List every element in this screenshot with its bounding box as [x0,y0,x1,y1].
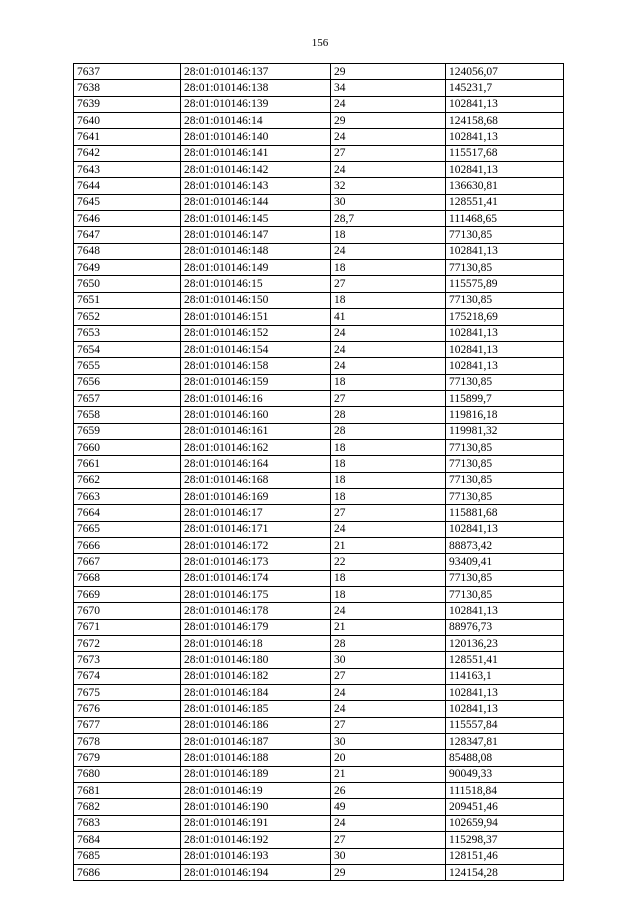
table-row [74,325,564,341]
area-cell: 22 [331,554,446,570]
table-row [74,113,564,129]
table-row [74,80,564,96]
cadastral-value-cell: 136630,81 [446,178,564,194]
table-row [74,162,564,178]
area-cell: 24 [331,701,446,717]
table-row [74,554,564,570]
area-cell: 18 [331,292,446,308]
area-cell: 30 [331,652,446,668]
cadastral-value-cell: 209451,46 [446,799,564,815]
row-number-cell: 7683 [74,815,181,831]
row-number-cell: 7643 [74,162,181,178]
table-row [74,636,564,652]
cadastral-value-cell: 124056,07 [446,64,564,80]
row-number-cell: 7654 [74,341,181,357]
cadastral-value-cell: 128151,46 [446,848,564,864]
cadastral-value-cell: 175218,69 [446,309,564,325]
cadastral-number-cell: 28:01:010146:148 [181,243,331,259]
table-row [74,652,564,668]
cadastral-value-cell: 115899,7 [446,390,564,406]
cadastral-number-cell: 28:01:010146:184 [181,685,331,701]
cadastral-number-cell: 28:01:010146:169 [181,488,331,504]
row-number-cell: 7671 [74,619,181,635]
cadastral-value-cell: 119816,18 [446,407,564,423]
cadastral-number-cell: 28:01:010146:189 [181,766,331,782]
area-cell: 18 [331,456,446,472]
area-cell: 20 [331,750,446,766]
table-row [74,783,564,799]
table-row [74,145,564,161]
row-number-cell: 7667 [74,554,181,570]
cadastral-number-cell: 28:01:010146:16 [181,390,331,406]
area-cell: 41 [331,309,446,325]
area-cell: 24 [331,358,446,374]
cadastral-number-cell: 28:01:010146:172 [181,537,331,553]
cadastral-value-cell: 77130,85 [446,472,564,488]
cadastral-value-cell: 90049,33 [446,766,564,782]
table-row [74,456,564,472]
table-row [74,194,564,210]
cadastral-number-cell: 28:01:010146:192 [181,832,331,848]
area-cell: 24 [331,162,446,178]
table-row [74,619,564,635]
cadastral-value-cell: 102841,13 [446,685,564,701]
cadastral-number-cell: 28:01:010146:150 [181,292,331,308]
table-row [74,521,564,537]
cadastral-number-cell: 28:01:010146:140 [181,129,331,145]
table-row [74,832,564,848]
area-cell: 27 [331,390,446,406]
row-number-cell: 7675 [74,685,181,701]
cadastral-value-cell: 77130,85 [446,374,564,390]
table-row [74,734,564,750]
row-number-cell: 7662 [74,472,181,488]
cadastral-number-cell: 28:01:010146:161 [181,423,331,439]
cadastral-value-cell: 102841,13 [446,341,564,357]
area-cell: 49 [331,799,446,815]
cadastral-number-cell: 28:01:010146:191 [181,815,331,831]
row-number-cell: 7638 [74,80,181,96]
table-row [74,129,564,145]
cadastral-value-cell: 77130,85 [446,587,564,603]
cadastral-value-cell: 102841,13 [446,603,564,619]
cadastral-value-cell: 77130,85 [446,292,564,308]
row-number-cell: 7653 [74,325,181,341]
cadastral-value-cell: 102659,94 [446,815,564,831]
area-cell: 34 [331,80,446,96]
row-number-cell: 7658 [74,407,181,423]
cadastral-number-cell: 28:01:010146:185 [181,701,331,717]
table-row [74,799,564,815]
area-cell: 24 [331,341,446,357]
cadastral-number-cell: 28:01:010146:138 [181,80,331,96]
row-number-cell: 7651 [74,292,181,308]
cadastral-number-cell: 28:01:010146:171 [181,521,331,537]
row-number-cell: 7668 [74,570,181,586]
cadastral-number-cell: 28:01:010146:141 [181,145,331,161]
table-body [74,64,564,881]
table-row [74,227,564,243]
cadastral-value-cell: 114163,1 [446,668,564,684]
row-number-cell: 7664 [74,505,181,521]
cadastral-value-cell: 124154,28 [446,864,564,880]
row-number-cell: 7677 [74,717,181,733]
cadastral-number-cell: 28:01:010146:137 [181,64,331,80]
area-cell: 27 [331,505,446,521]
area-cell: 18 [331,227,446,243]
cadastral-number-cell: 28:01:010146:175 [181,587,331,603]
row-number-cell: 7666 [74,537,181,553]
area-cell: 30 [331,734,446,750]
row-number-cell: 7661 [74,456,181,472]
table-row [74,178,564,194]
area-cell: 18 [331,570,446,586]
cadastral-value-cell: 124158,68 [446,113,564,129]
area-cell: 24 [331,603,446,619]
cadastral-number-cell: 28:01:010146:158 [181,358,331,374]
table-row [74,603,564,619]
cadastral-value-cell: 115881,68 [446,505,564,521]
table-row [74,685,564,701]
cadastral-number-cell: 28:01:010146:168 [181,472,331,488]
cadastral-number-cell: 28:01:010146:147 [181,227,331,243]
area-cell: 29 [331,864,446,880]
row-number-cell: 7660 [74,439,181,455]
cadastral-number-cell: 28:01:010146:152 [181,325,331,341]
cadastral-value-cell: 77130,85 [446,570,564,586]
row-number-cell: 7648 [74,243,181,259]
table-row [74,96,564,112]
cadastral-number-cell: 28:01:010146:19 [181,783,331,799]
area-cell: 29 [331,64,446,80]
cadastral-number-cell: 28:01:010146:154 [181,341,331,357]
cadastral-value-cell: 115517,68 [446,145,564,161]
area-cell: 30 [331,848,446,864]
cadastral-number-cell: 28:01:010146:14 [181,113,331,129]
cadastral-number-cell: 28:01:010146:194 [181,864,331,880]
area-cell: 18 [331,260,446,276]
cadastral-value-cell: 128551,41 [446,652,564,668]
area-cell: 30 [331,194,446,210]
cadastral-value-cell: 115575,89 [446,276,564,292]
table-row [74,423,564,439]
cadastral-number-cell: 28:01:010146:160 [181,407,331,423]
row-number-cell: 7679 [74,750,181,766]
cadastral-value-table [73,63,564,881]
cadastral-number-cell: 28:01:010146:17 [181,505,331,521]
row-number-cell: 7641 [74,129,181,145]
cadastral-value-cell: 77130,85 [446,227,564,243]
table-row [74,537,564,553]
area-cell: 18 [331,488,446,504]
area-cell: 27 [331,717,446,733]
cadastral-number-cell: 28:01:010146:159 [181,374,331,390]
cadastral-number-cell: 28:01:010146:178 [181,603,331,619]
cadastral-value-cell: 102841,13 [446,129,564,145]
row-number-cell: 7649 [74,260,181,276]
cadastral-value-cell: 102841,13 [446,325,564,341]
row-number-cell: 7685 [74,848,181,864]
cadastral-value-cell: 102841,13 [446,521,564,537]
cadastral-number-cell: 28:01:010146:180 [181,652,331,668]
row-number-cell: 7657 [74,390,181,406]
area-cell: 27 [331,145,446,161]
table-row [74,390,564,406]
row-number-cell: 7655 [74,358,181,374]
area-cell: 24 [331,96,446,112]
area-cell: 18 [331,587,446,603]
table-row [74,717,564,733]
area-cell: 28,7 [331,211,446,227]
table-row [74,750,564,766]
cadastral-value-cell: 119981,32 [446,423,564,439]
cadastral-number-cell: 28:01:010146:139 [181,96,331,112]
table-row [74,587,564,603]
cadastral-value-cell: 88976,73 [446,619,564,635]
area-cell: 27 [331,668,446,684]
cadastral-value-cell: 102841,13 [446,701,564,717]
area-cell: 21 [331,766,446,782]
cadastral-number-cell: 28:01:010146:162 [181,439,331,455]
row-number-cell: 7680 [74,766,181,782]
area-cell: 18 [331,472,446,488]
table-row [74,668,564,684]
page-number: 156 [311,37,329,49]
cadastral-number-cell: 28:01:010146:173 [181,554,331,570]
row-number-cell: 7644 [74,178,181,194]
table-row [74,570,564,586]
table-row [74,276,564,292]
cadastral-value-cell: 111468,65 [446,211,564,227]
row-number-cell: 7684 [74,832,181,848]
cadastral-number-cell: 28:01:010146:15 [181,276,331,292]
row-number-cell: 7640 [74,113,181,129]
table-row [74,309,564,325]
area-cell: 18 [331,374,446,390]
row-number-cell: 7642 [74,145,181,161]
cadastral-value-cell: 77130,85 [446,260,564,276]
row-number-cell: 7670 [74,603,181,619]
cadastral-number-cell: 28:01:010146:144 [181,194,331,210]
cadastral-value-cell: 115298,37 [446,832,564,848]
table-row [74,374,564,390]
cadastral-number-cell: 28:01:010146:188 [181,750,331,766]
area-cell: 24 [331,685,446,701]
row-number-cell: 7650 [74,276,181,292]
table-row [74,439,564,455]
table-row [74,358,564,374]
cadastral-value-cell: 102841,13 [446,243,564,259]
area-cell: 24 [331,815,446,831]
cadastral-number-cell: 28:01:010146:182 [181,668,331,684]
area-cell: 24 [331,129,446,145]
row-number-cell: 7686 [74,864,181,880]
area-cell: 18 [331,439,446,455]
cadastral-value-cell: 145231,7 [446,80,564,96]
cadastral-value-cell: 85488,08 [446,750,564,766]
area-cell: 27 [331,276,446,292]
cadastral-value-cell: 128551,41 [446,194,564,210]
table-row [74,766,564,782]
table-row [74,472,564,488]
area-cell: 21 [331,537,446,553]
cadastral-number-cell: 28:01:010146:187 [181,734,331,750]
area-cell: 29 [331,113,446,129]
area-cell: 26 [331,783,446,799]
table-row [74,211,564,227]
row-number-cell: 7672 [74,636,181,652]
table-row [74,260,564,276]
cadastral-value-cell: 77130,85 [446,488,564,504]
cadastral-value-cell: 88873,42 [446,537,564,553]
cadastral-number-cell: 28:01:010146:179 [181,619,331,635]
row-number-cell: 7678 [74,734,181,750]
table-row [74,488,564,504]
table-row [74,815,564,831]
cadastral-number-cell: 28:01:010146:174 [181,570,331,586]
row-number-cell: 7676 [74,701,181,717]
row-number-cell: 7647 [74,227,181,243]
table-row [74,848,564,864]
cadastral-number-cell: 28:01:010146:143 [181,178,331,194]
cadastral-number-cell: 28:01:010146:149 [181,260,331,276]
area-cell: 32 [331,178,446,194]
row-number-cell: 7645 [74,194,181,210]
area-cell: 28 [331,636,446,652]
area-cell: 21 [331,619,446,635]
cadastral-number-cell: 28:01:010146:145 [181,211,331,227]
cadastral-value-cell: 102841,13 [446,96,564,112]
cadastral-value-cell: 77130,85 [446,456,564,472]
cadastral-number-cell: 28:01:010146:164 [181,456,331,472]
table-row [74,292,564,308]
cadastral-value-cell: 128347,81 [446,734,564,750]
area-cell: 24 [331,325,446,341]
table-row [74,407,564,423]
table-row [74,64,564,80]
cadastral-number-cell: 28:01:010146:18 [181,636,331,652]
row-number-cell: 7646 [74,211,181,227]
row-number-cell: 7682 [74,799,181,815]
row-number-cell: 7665 [74,521,181,537]
cadastral-value-cell: 77130,85 [446,439,564,455]
row-number-cell: 7656 [74,374,181,390]
area-cell: 28 [331,423,446,439]
cadastral-number-cell: 28:01:010146:186 [181,717,331,733]
row-number-cell: 7659 [74,423,181,439]
table-row [74,243,564,259]
cadastral-value-cell: 120136,23 [446,636,564,652]
cadastral-value-cell: 102841,13 [446,162,564,178]
row-number-cell: 7674 [74,668,181,684]
row-number-cell: 7663 [74,488,181,504]
cadastral-number-cell: 28:01:010146:142 [181,162,331,178]
row-number-cell: 7669 [74,587,181,603]
table-row [74,701,564,717]
cadastral-number-cell: 28:01:010146:151 [181,309,331,325]
cadastral-value-cell: 93409,41 [446,554,564,570]
cadastral-value-cell: 115557,84 [446,717,564,733]
row-number-cell: 7681 [74,783,181,799]
cadastral-value-cell: 111518,84 [446,783,564,799]
table-row [74,864,564,880]
table-row [74,505,564,521]
row-number-cell: 7637 [74,64,181,80]
row-number-cell: 7673 [74,652,181,668]
table-row [74,341,564,357]
area-cell: 24 [331,243,446,259]
cadastral-number-cell: 28:01:010146:190 [181,799,331,815]
row-number-cell: 7639 [74,96,181,112]
row-number-cell: 7652 [74,309,181,325]
cadastral-value-cell: 102841,13 [446,358,564,374]
cadastral-number-cell: 28:01:010146:193 [181,848,331,864]
area-cell: 28 [331,407,446,423]
area-cell: 27 [331,832,446,848]
area-cell: 24 [331,521,446,537]
